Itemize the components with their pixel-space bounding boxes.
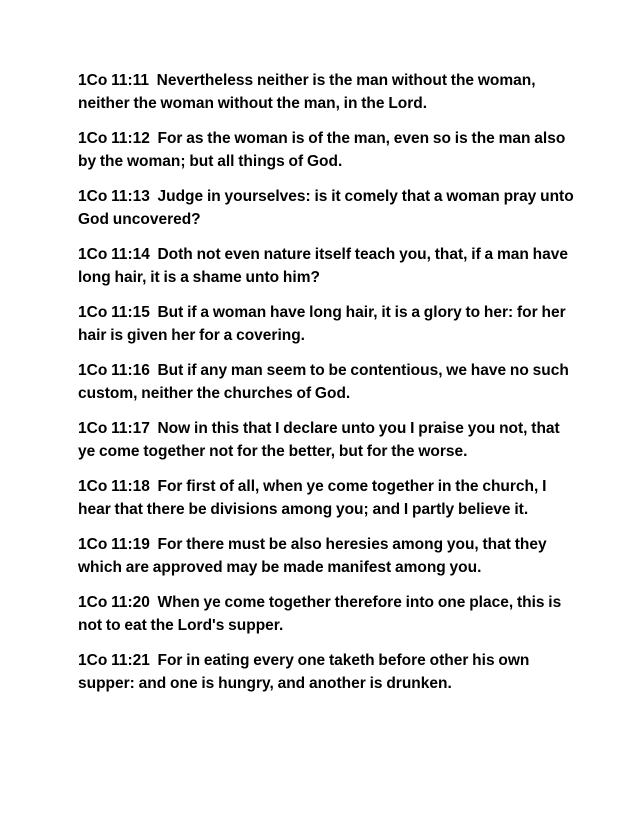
verse-list [78, 69, 578, 707]
verse-1co-11-14: 1Co 11:14 Doth not even nature itself teach you, that, if a man have long hair, it is a shame unto him? [78, 246, 572, 286]
verse-1co-11-13: 1Co 11:13 Judge in yourselves: is it comely that a woman pray unto God uncovered? [78, 188, 578, 228]
verse-1co-11-11: 1Co 11:11 Nevertheless neither is the man without the woman, neither the woman without the man, in the Lord. [78, 72, 540, 112]
verse-1co-11-17: 1Co 11:17 Now in this that I declare unto you I praise you not, that ye come together not for the better, but for the worse. [78, 420, 564, 460]
verse-1co-11-16: 1Co 11:16 But if any man seem to be contentious, we have no such custom, neither the churches of God. [78, 362, 573, 402]
verse-1co-11-15: 1Co 11:15 But if a woman have long hair, it is a glory to her: for her hair is given her for a covering. [78, 304, 570, 344]
verse-1co-11-12: 1Co 11:12 For as the woman is of the man, even so is the man also by the woman; but all things of God. [78, 130, 570, 170]
verse-1co-11-21: 1Co 11:21 For in eating every one taketh before other his own supper: and one is hungry, and another is drunken. [78, 652, 534, 692]
verse-1co-11-18: 1Co 11:18 For first of all, when ye come together in the church, I hear that there be divisions among you; and I partly believe it. [78, 478, 551, 518]
verse-1co-11-19: 1Co 11:19 For there must be also heresies among you, that they which are approved may be made manifest among you. [78, 536, 551, 576]
verse-1co-11-20: 1Co 11:20 When ye come together therefore into one place, this is not to eat the Lord's supper. [78, 594, 566, 634]
